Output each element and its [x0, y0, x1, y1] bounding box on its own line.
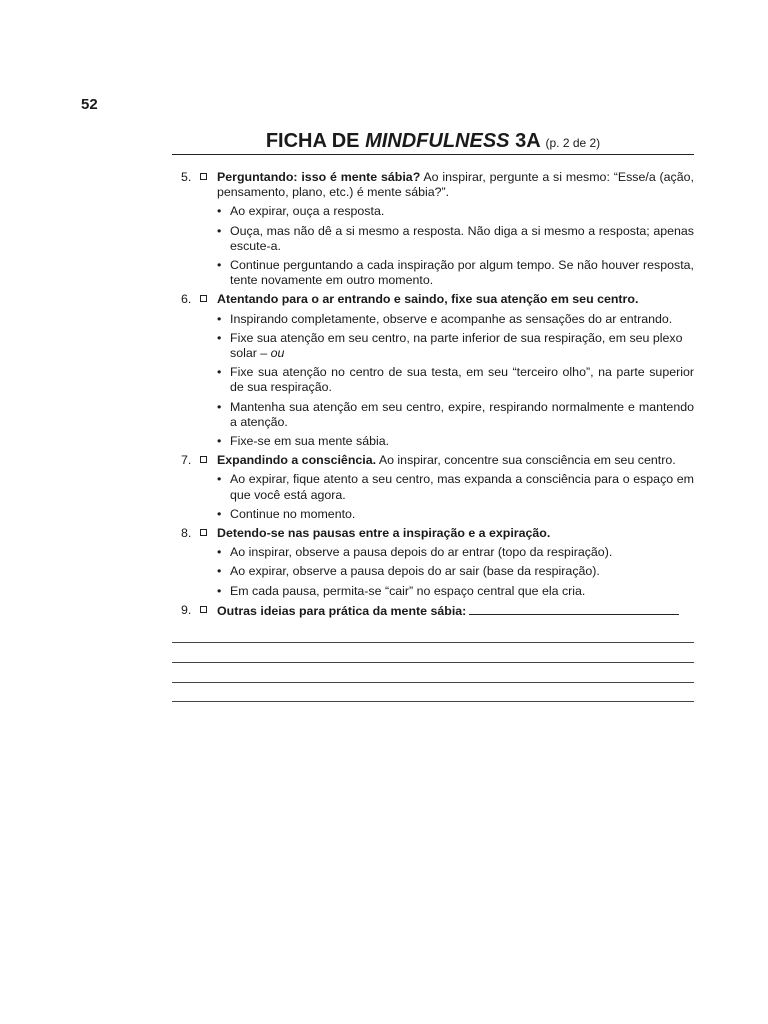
- worksheet-item-6: [172, 292, 694, 449]
- item-heading: Expandindo a consciência.: [217, 453, 377, 468]
- page-title: [172, 130, 694, 153]
- worksheet-item-9: [172, 603, 694, 619]
- checkbox-icon[interactable]: [200, 295, 207, 302]
- item-heading: Perguntando: isso é mente sábia?: [217, 170, 421, 184]
- bullet-item: • Continue perguntando a cada inspiração por algum tempo. Se não houver resposta, tente novamente em outro momento.: [217, 258, 694, 288]
- page-of-label: (p. 2 de 2): [545, 136, 601, 150]
- item-number: 7.: [181, 453, 192, 468]
- worksheet-content: [172, 170, 694, 623]
- answer-line[interactable]: [172, 642, 694, 643]
- item-number: 9.: [181, 602, 192, 617]
- worksheet-item-8: [172, 526, 694, 599]
- checkbox-icon[interactable]: [200, 606, 207, 613]
- bullet-list: [217, 204, 694, 288]
- item-heading: Detendo-se nas pausas entre a inspiração e a expiração.: [217, 526, 551, 541]
- answer-line[interactable]: [172, 682, 694, 683]
- item-text: Ao inspirar, concentre sua consciência em seu centro.: [376, 453, 676, 468]
- page-number: 52: [81, 96, 98, 113]
- bullet-item: • Fixe-se em sua mente sábia.: [217, 434, 694, 449]
- bullet-list: [217, 312, 694, 450]
- answer-line[interactable]: [172, 701, 694, 702]
- title-rule: [172, 154, 694, 155]
- title-italic: MINDFULNESS: [365, 130, 510, 152]
- checkbox-icon[interactable]: [200, 173, 207, 180]
- bullet-italic-suffix: ou: [270, 346, 285, 361]
- answer-fill-line[interactable]: [469, 603, 679, 615]
- bullet-item: • Ao expirar, observe a pausa depois do ar sair (base da respiração).: [217, 564, 694, 579]
- worksheet-item-5: [172, 170, 694, 288]
- bullet-item: • Em cada pausa, permita-se “cair” no espaço central que ela cria.: [217, 584, 694, 599]
- bullet-item: [217, 331, 694, 361]
- checkbox-icon[interactable]: [200, 529, 207, 536]
- bullet-item: • Inspirando completamente, observe e acompanhe as sensações do ar entrando.: [217, 312, 694, 327]
- title-suffix: 3A: [509, 130, 540, 152]
- item-number: 5.: [181, 170, 192, 184]
- answer-line[interactable]: [172, 662, 694, 663]
- item-text: Ao inspirar, pergunte a si mesmo: “Esse/a (ação, pensamento, plano, etc.) é mente sábia?”.: [217, 170, 694, 200]
- bullet-item: • Ao expirar, ouça a resposta.: [217, 204, 694, 219]
- item-heading: Outras ideias para prática da mente sábia:: [217, 603, 467, 618]
- bullet-text: Fixe sua atenção em seu centro, na parte inferior de sua respiração, em seu plexo solar –: [230, 330, 683, 361]
- item-heading: Atentando para o ar entrando e saindo, fixe sua atenção em seu centro.: [217, 292, 639, 307]
- worksheet-item-7: [172, 453, 694, 522]
- bullet-item: • Ao inspirar, observe a pausa depois do ar entrar (topo da respiração).: [217, 545, 694, 560]
- bullet-list: [217, 472, 694, 522]
- item-number: 6.: [181, 292, 192, 307]
- checkbox-icon[interactable]: [200, 456, 207, 463]
- bullet-item: • Fixe sua atenção no centro de sua testa, em seu “terceiro olho”, na parte superior de sua respiração.: [217, 365, 694, 395]
- bullet-item: • Ao expirar, fique atento a seu centro, mas expanda a consciência para o espaço em que você está agora.: [217, 472, 694, 502]
- bullet-list: [217, 545, 694, 599]
- title-prefix: FICHA DE: [265, 130, 366, 152]
- bullet-item: • Continue no momento.: [217, 507, 694, 522]
- bullet-item: • Mantenha sua atenção em seu centro, expire, respirando normalmente e mantendo a atenção.: [217, 400, 694, 430]
- item-number: 8.: [181, 526, 192, 541]
- bullet-item: • Ouça, mas não dê a si mesmo a resposta. Não diga a si mesmo a resposta; apenas escute-a.: [217, 224, 694, 254]
